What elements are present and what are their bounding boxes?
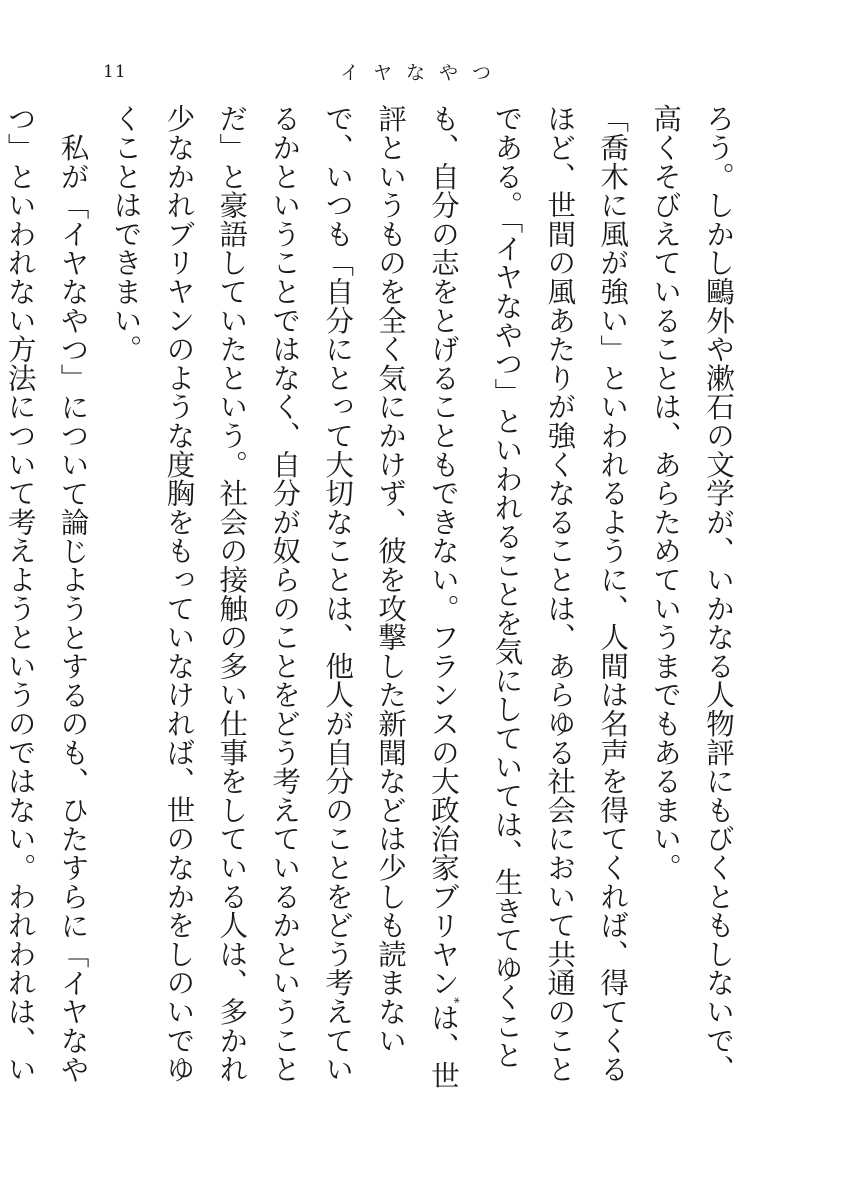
- text-segment: ブリヤン: [426, 881, 461, 997]
- text-segment: 私が「イヤなやつ」について論じようとするのも、ひたすらに「イヤなやつ」といわれない方法について考えようというのではない。われわれは、い: [3, 104, 91, 1084]
- text-segment: 「喬木に風が強い」といわれるように、人間は名声を得てくれば、得てくるほど、世間の風あたりが強くなることは、あらゆる社会において共通のことである。「イヤなやつ」といわれることを気にしていては、生きてゆくことも、自分の志をとげることもできない。フランスの大政治家: [426, 104, 631, 1084]
- annotated-term: [427, 882, 461, 1003]
- body-text: [3, 104, 745, 1104]
- text-segment: は、世評というものを全く気にかけず、彼を攻撃した新聞などは少しも読まないで、いつも「自分にとって大切なことは、他人が自分のことをどう考えているかということではなく、自分が奴らのことをどう考えているかということだ」と豪語していたという。社会の接触の多い仕事をしている人は、多かれ少なかれブリヤンのような度胸をもっていなければ、世のなかをしのいでゆくことはできまい。: [109, 104, 461, 1090]
- paragraph: [639, 104, 745, 1104]
- page-number: 11: [103, 62, 127, 82]
- footnote-marker: *: [447, 996, 462, 1004]
- text-segment: ろう。しかし鷗外や漱石の文学が、いかなる人物評にもびくともしないで、高くそびえていることは、あらためていうまでもあるまい。: [649, 104, 736, 1084]
- paragraph: [0, 104, 100, 1104]
- running-title: イヤなやつ: [340, 62, 506, 84]
- paragraph: [100, 104, 640, 1104]
